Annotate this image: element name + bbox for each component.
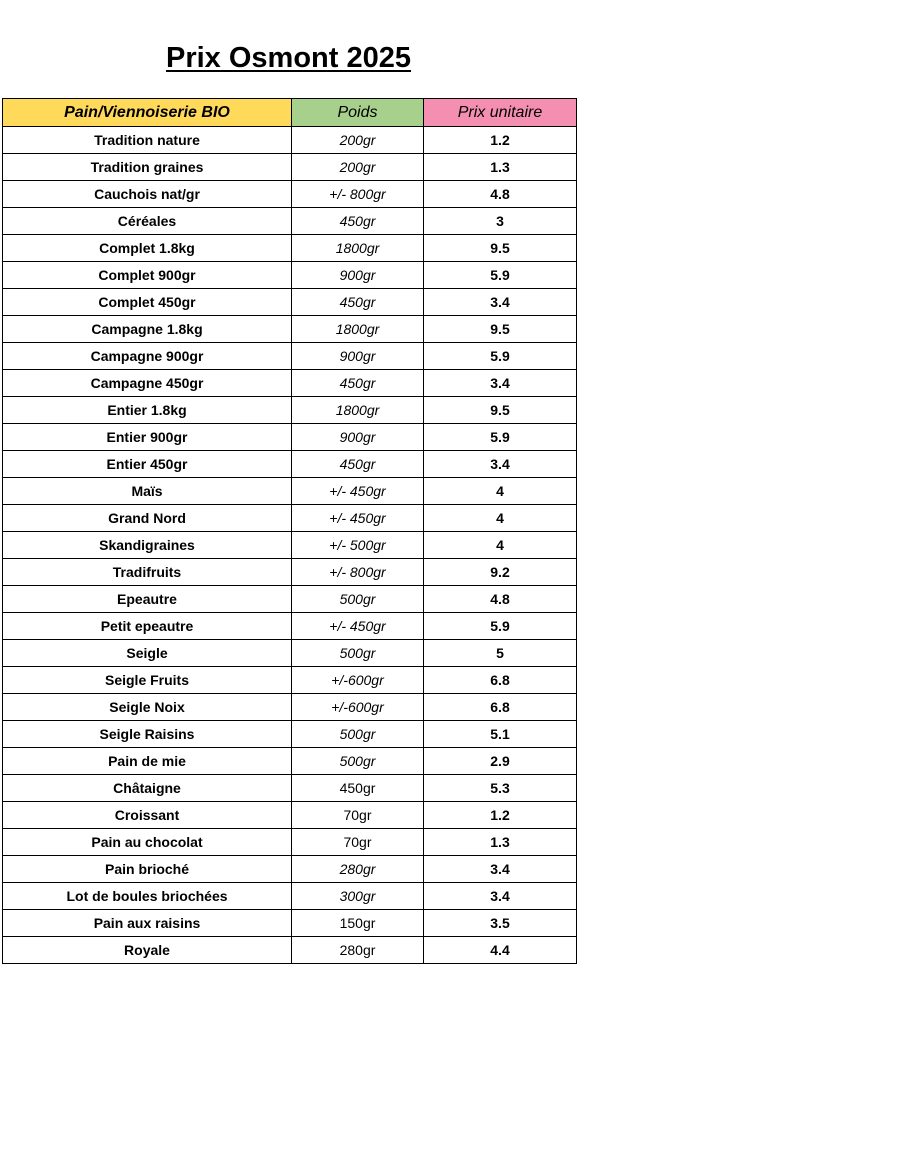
table-row: [3, 424, 577, 451]
product-name-cell: Lot de boules briochées: [3, 883, 292, 910]
table-row: [3, 586, 577, 613]
product-weight-cell: 500gr: [292, 586, 424, 613]
product-price-cell: 9.5: [424, 235, 577, 262]
product-weight-cell: 500gr: [292, 640, 424, 667]
table-row: [3, 208, 577, 235]
table-row: [3, 505, 577, 532]
column-header-price: Prix unitaire: [424, 99, 577, 127]
product-price-cell: 4.8: [424, 586, 577, 613]
product-name-cell: Tradition nature: [3, 127, 292, 154]
table-row: [3, 262, 577, 289]
product-price-cell: 3: [424, 208, 577, 235]
product-weight-cell: 200gr: [292, 154, 424, 181]
product-weight-cell: 450gr: [292, 208, 424, 235]
price-table: [2, 98, 577, 964]
product-weight-cell: 500gr: [292, 721, 424, 748]
product-price-cell: 3.4: [424, 883, 577, 910]
product-name-cell: Seigle Noix: [3, 694, 292, 721]
product-price-cell: 3.4: [424, 370, 577, 397]
product-price-cell: 1.3: [424, 154, 577, 181]
table-row: [3, 154, 577, 181]
product-weight-cell: 450gr: [292, 451, 424, 478]
product-price-cell: 4.4: [424, 937, 577, 964]
product-price-cell: 6.8: [424, 694, 577, 721]
product-weight-cell: +/- 450gr: [292, 478, 424, 505]
product-weight-cell: 900gr: [292, 343, 424, 370]
product-price-cell: 5.9: [424, 424, 577, 451]
product-price-cell: 1.2: [424, 127, 577, 154]
product-price-cell: 5.9: [424, 262, 577, 289]
product-name-cell: Seigle Fruits: [3, 667, 292, 694]
product-name-cell: Complet 1.8kg: [3, 235, 292, 262]
product-price-cell: 3.4: [424, 451, 577, 478]
product-name-cell: Campagne 900gr: [3, 343, 292, 370]
product-weight-cell: +/- 800gr: [292, 181, 424, 208]
table-row: [3, 316, 577, 343]
product-name-cell: Skandigraines: [3, 532, 292, 559]
product-price-cell: 5: [424, 640, 577, 667]
product-weight-cell: 70gr: [292, 802, 424, 829]
product-weight-cell: 280gr: [292, 937, 424, 964]
table-row: [3, 289, 577, 316]
table-row: [3, 127, 577, 154]
product-name-cell: Petit epeautre: [3, 613, 292, 640]
product-name-cell: Entier 900gr: [3, 424, 292, 451]
table-row: [3, 883, 577, 910]
product-weight-cell: 200gr: [292, 127, 424, 154]
product-name-cell: Complet 450gr: [3, 289, 292, 316]
product-weight-cell: 300gr: [292, 883, 424, 910]
product-name-cell: Pain au chocolat: [3, 829, 292, 856]
table-row: [3, 559, 577, 586]
table-row: [3, 370, 577, 397]
product-price-cell: 6.8: [424, 667, 577, 694]
product-weight-cell: 450gr: [292, 289, 424, 316]
table-header: [3, 99, 577, 127]
product-price-cell: 9.5: [424, 397, 577, 424]
product-weight-cell: 500gr: [292, 748, 424, 775]
product-price-cell: 9.5: [424, 316, 577, 343]
product-weight-cell: 450gr: [292, 775, 424, 802]
product-price-cell: 5.3: [424, 775, 577, 802]
product-name-cell: Complet 900gr: [3, 262, 292, 289]
table-row: [3, 640, 577, 667]
table-row: [3, 181, 577, 208]
product-price-cell: 9.2: [424, 559, 577, 586]
product-weight-cell: 70gr: [292, 829, 424, 856]
product-price-cell: 3.4: [424, 289, 577, 316]
table-row: [3, 721, 577, 748]
product-price-cell: 5.9: [424, 343, 577, 370]
product-weight-cell: 280gr: [292, 856, 424, 883]
product-price-cell: 3.5: [424, 910, 577, 937]
product-name-cell: Pain brioché: [3, 856, 292, 883]
product-weight-cell: +/- 450gr: [292, 505, 424, 532]
table-row: [3, 478, 577, 505]
product-weight-cell: 900gr: [292, 424, 424, 451]
table-row: [3, 748, 577, 775]
product-price-cell: 3.4: [424, 856, 577, 883]
header-row: [3, 99, 577, 127]
product-weight-cell: 1800gr: [292, 397, 424, 424]
product-price-cell: 2.9: [424, 748, 577, 775]
product-name-cell: Seigle Raisins: [3, 721, 292, 748]
table-row: [3, 532, 577, 559]
product-name-cell: Epeautre: [3, 586, 292, 613]
product-price-cell: 4: [424, 505, 577, 532]
product-name-cell: Grand Nord: [3, 505, 292, 532]
table-row: [3, 397, 577, 424]
product-name-cell: Céréales: [3, 208, 292, 235]
product-weight-cell: 150gr: [292, 910, 424, 937]
product-name-cell: Entier 1.8kg: [3, 397, 292, 424]
product-name-cell: Croissant: [3, 802, 292, 829]
table-row: [3, 775, 577, 802]
table-row: [3, 667, 577, 694]
product-name-cell: Entier 450gr: [3, 451, 292, 478]
table-row: [3, 613, 577, 640]
page-title: Prix Osmont 2025: [166, 42, 411, 74]
product-weight-cell: +/- 800gr: [292, 559, 424, 586]
table-row: [3, 802, 577, 829]
product-weight-cell: +/- 500gr: [292, 532, 424, 559]
product-name-cell: Maïs: [3, 478, 292, 505]
product-name-cell: Pain de mie: [3, 748, 292, 775]
table-row: [3, 451, 577, 478]
product-weight-cell: 1800gr: [292, 235, 424, 262]
product-name-cell: Seigle: [3, 640, 292, 667]
table-row: [3, 910, 577, 937]
product-name-cell: Campagne 1.8kg: [3, 316, 292, 343]
product-weight-cell: 900gr: [292, 262, 424, 289]
table-row: [3, 937, 577, 964]
table-body: [3, 127, 577, 964]
product-name-cell: Cauchois nat/gr: [3, 181, 292, 208]
product-name-cell: Châtaigne: [3, 775, 292, 802]
product-name-cell: Tradifruits: [3, 559, 292, 586]
product-price-cell: 4: [424, 478, 577, 505]
column-header-product: Pain/Viennoiserie BIO: [3, 99, 292, 127]
product-weight-cell: 1800gr: [292, 316, 424, 343]
table-row: [3, 694, 577, 721]
product-weight-cell: +/- 450gr: [292, 613, 424, 640]
product-price-cell: 5.1: [424, 721, 577, 748]
column-header-weight: Poids: [292, 99, 424, 127]
table-row: [3, 343, 577, 370]
product-price-cell: 1.2: [424, 802, 577, 829]
product-price-cell: 4: [424, 532, 577, 559]
table-row: [3, 235, 577, 262]
product-price-cell: 1.3: [424, 829, 577, 856]
product-price-cell: 4.8: [424, 181, 577, 208]
product-name-cell: Pain aux raisins: [3, 910, 292, 937]
table-row: [3, 829, 577, 856]
product-price-cell: 5.9: [424, 613, 577, 640]
product-name-cell: Campagne 450gr: [3, 370, 292, 397]
product-name-cell: Tradition graines: [3, 154, 292, 181]
product-weight-cell: +/-600gr: [292, 694, 424, 721]
product-weight-cell: +/-600gr: [292, 667, 424, 694]
table-row: [3, 856, 577, 883]
product-name-cell: Royale: [3, 937, 292, 964]
product-weight-cell: 450gr: [292, 370, 424, 397]
